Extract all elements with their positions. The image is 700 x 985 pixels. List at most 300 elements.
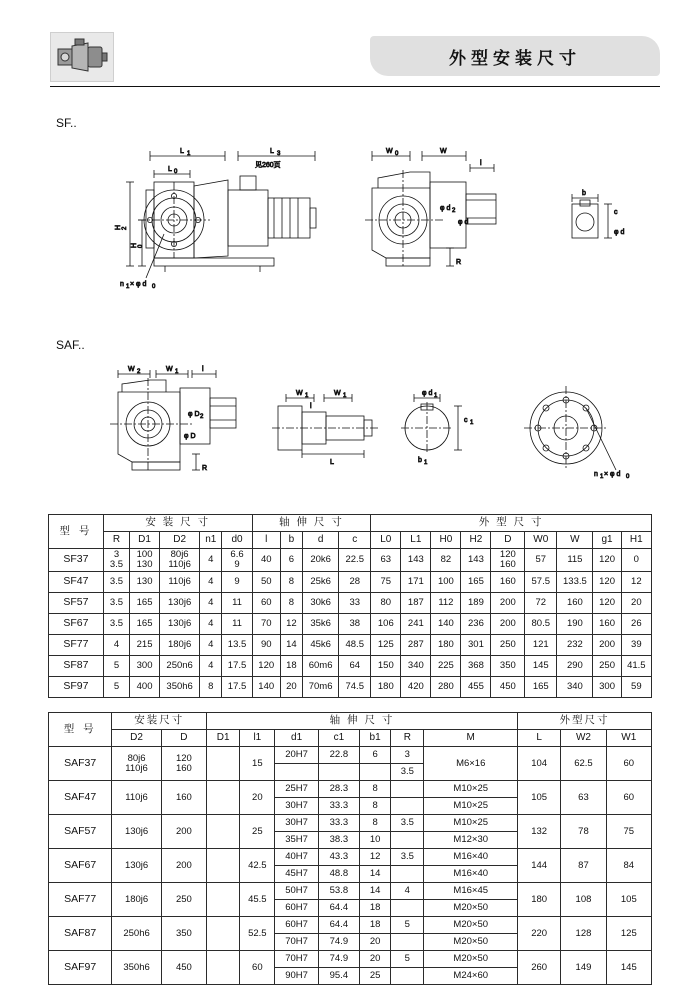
cell-d1: 60H7 [275, 900, 318, 917]
svg-text:φ d: φ d [422, 390, 433, 397]
cell-L1: 143 [401, 549, 431, 572]
svg-text:b: b [582, 190, 586, 197]
header-shaft: 轴 伸 尺 寸 [252, 515, 371, 532]
svg-text:φ D: φ D [184, 433, 196, 440]
col-H0: H0 [431, 532, 461, 549]
svg-text:0: 0 [152, 284, 156, 290]
table-row [49, 635, 652, 656]
svg-text:1: 1 [600, 474, 604, 480]
cell-M: M10×25 [424, 781, 518, 798]
cell-R [391, 934, 424, 951]
cell-d0: 13.5 [222, 635, 252, 656]
cell-c: 74.5 [339, 677, 371, 698]
cell-D1: 400 [130, 677, 160, 698]
cell-H1: 20 [621, 593, 651, 614]
cell-b: 8 [280, 593, 302, 614]
cell-c1: 22.8 [318, 747, 359, 764]
cell-R: 5 [391, 917, 424, 934]
cell-D2: 110j6 [160, 572, 200, 593]
cell-W: 290 [557, 656, 593, 677]
page-title: 外型安装尺寸 [449, 48, 581, 69]
cell-D2: 180j6 [160, 635, 200, 656]
cell-d1: 30H7 [275, 798, 318, 815]
cell-H2: 301 [461, 635, 491, 656]
cell-W0: 121 [525, 635, 557, 656]
cell-d1 [275, 764, 318, 781]
cell-W: 115 [557, 549, 593, 572]
table-row [49, 656, 652, 677]
cell-D: 120 160 [491, 549, 525, 572]
cell-l: 50 [252, 572, 280, 593]
cell-D: 160 [161, 781, 206, 815]
cell-d: 25k6 [303, 572, 339, 593]
cell-M: M10×25 [424, 798, 518, 815]
cell-R [391, 866, 424, 883]
cell-d1: 70H7 [275, 951, 318, 968]
cell-l1: 15 [240, 747, 275, 781]
cell-d0: 17.5 [222, 656, 252, 677]
svg-text:2: 2 [200, 414, 204, 420]
svg-text:0: 0 [174, 169, 178, 175]
cell-L: 105 [518, 781, 561, 815]
cell-L0: 75 [371, 572, 401, 593]
table2-body [49, 747, 652, 985]
col2-b1: b1 [360, 730, 391, 747]
cell-b1: 14 [360, 866, 391, 883]
cell-R: 3.5 [103, 572, 129, 593]
cell-R: 5 [391, 951, 424, 968]
cell-l: 70 [252, 614, 280, 635]
cell-c1: 64.4 [318, 900, 359, 917]
cell-c: 48.5 [339, 635, 371, 656]
row-model: SF57 [49, 593, 104, 614]
table-row [49, 815, 652, 832]
table-row [49, 781, 652, 798]
cell-n1: 4 [200, 593, 222, 614]
svg-text:H: H [131, 242, 138, 248]
cell-L1: 171 [401, 572, 431, 593]
cell-L: 220 [518, 917, 561, 951]
cell-H0: 280 [431, 677, 461, 698]
cell-l: 140 [252, 677, 280, 698]
cell-W0: 145 [525, 656, 557, 677]
col2-M: M [424, 730, 518, 747]
cell-l1: 42.5 [240, 849, 275, 883]
cell-W: 340 [557, 677, 593, 698]
cell-W: 190 [557, 614, 593, 635]
cell-D: 450 [491, 677, 525, 698]
svg-text:L: L [330, 459, 334, 466]
cell-n1: 4 [200, 614, 222, 635]
table-header-group-row [49, 515, 652, 532]
cell-D1: 165 [130, 614, 160, 635]
cell-b: 8 [280, 572, 302, 593]
cell-d1: 40H7 [275, 849, 318, 866]
svg-text:L: L [270, 148, 274, 155]
cell-D: 160 [491, 572, 525, 593]
svg-text:l: l [202, 366, 204, 373]
cell-M: M12×30 [424, 832, 518, 849]
cell-H2: 455 [461, 677, 491, 698]
col-R: R [103, 532, 129, 549]
cell-M: M16×45 [424, 883, 518, 900]
cell-R: 3.5 [103, 593, 129, 614]
svg-text:b: b [418, 457, 422, 464]
cell-D2: 250h6 [112, 917, 161, 951]
cell-b: 12 [280, 614, 302, 635]
cell-b1: 14 [360, 883, 391, 900]
svg-text:R: R [456, 259, 462, 266]
col2-R: R [391, 730, 424, 747]
cell-b: 14 [280, 635, 302, 656]
svg-text:1: 1 [126, 284, 130, 290]
page-header [40, 30, 660, 88]
cell-W: 160 [557, 593, 593, 614]
svg-text:0: 0 [138, 244, 144, 248]
col-l: l [252, 532, 280, 549]
cell-D2: 250n6 [160, 656, 200, 677]
svg-text:1: 1 [424, 460, 428, 466]
saf-drawing-group [96, 358, 676, 506]
table-row [49, 917, 652, 934]
cell-D1: 100 130 [130, 549, 160, 572]
cell-b1: 18 [360, 900, 391, 917]
cell-R [391, 968, 424, 985]
cell-R: 5 [103, 677, 129, 698]
col2-c1: c1 [318, 730, 359, 747]
cell-d1: 45H7 [275, 866, 318, 883]
cell-g1: 120 [593, 593, 621, 614]
cell-g1: 200 [593, 635, 621, 656]
cell-H2: 189 [461, 593, 491, 614]
cell-d: 70m6 [303, 677, 339, 698]
cell-D: 200 [491, 614, 525, 635]
cell-D1 [207, 883, 240, 917]
table-header-col-row [49, 532, 652, 549]
cell-b1: 6 [360, 747, 391, 764]
col-L1: L1 [401, 532, 431, 549]
cell-H1: 41.5 [621, 656, 651, 677]
cell-W1: 75 [606, 815, 651, 849]
cell-D1 [207, 781, 240, 815]
cell-D1: 130 [130, 572, 160, 593]
col2-L: L [518, 730, 561, 747]
svg-text:c: c [614, 209, 618, 216]
cell-d1: 25H7 [275, 781, 318, 798]
table-row [49, 677, 652, 698]
row-model: SAF67 [49, 849, 112, 883]
cell-L0: 80 [371, 593, 401, 614]
table-row [49, 549, 652, 572]
cell-R: 4 [103, 635, 129, 656]
row-model: SF47 [49, 572, 104, 593]
cell-M: M20×50 [424, 951, 518, 968]
cell-D1: 300 [130, 656, 160, 677]
svg-text:× φ d: × φ d [130, 281, 147, 288]
col-d: d [303, 532, 339, 549]
col-b: b [280, 532, 302, 549]
col-W0: W0 [525, 532, 557, 549]
row-model: SF97 [49, 677, 104, 698]
cell-d1: 50H7 [275, 883, 318, 900]
cell-L1: 420 [401, 677, 431, 698]
svg-text:c: c [464, 417, 468, 424]
col2-D1: D1 [207, 730, 240, 747]
row-model: SAF37 [49, 747, 112, 781]
cell-H2: 236 [461, 614, 491, 635]
cell-n1: 4 [200, 549, 222, 572]
svg-text:n: n [594, 471, 598, 478]
cell-L: 104 [518, 747, 561, 781]
cell-R [391, 798, 424, 815]
table-row [49, 951, 652, 968]
cell-H2: 143 [461, 549, 491, 572]
cell-L1: 187 [401, 593, 431, 614]
cell-D: 350 [161, 917, 206, 951]
row-model: SF77 [49, 635, 104, 656]
cell-l1: 60 [240, 951, 275, 985]
col-H1: H1 [621, 532, 651, 549]
cell-L1: 241 [401, 614, 431, 635]
cell-c1: 43.3 [318, 849, 359, 866]
cell-W1: 60 [606, 747, 651, 781]
cell-c: 33 [339, 593, 371, 614]
table-row [49, 849, 652, 866]
cell-d1: 35H7 [275, 832, 318, 849]
cell-W2: 149 [561, 951, 606, 985]
cell-D2: 80j6 110j6 [112, 747, 161, 781]
svg-text:0: 0 [395, 151, 399, 157]
cell-g1: 120 [593, 572, 621, 593]
cell-b1: 20 [360, 951, 391, 968]
col-D1: D1 [130, 532, 160, 549]
cell-D1 [207, 951, 240, 985]
cell-W0: 57 [525, 549, 557, 572]
col-c: c [339, 532, 371, 549]
cell-D2: 130j6 [160, 593, 200, 614]
svg-text:2: 2 [122, 226, 128, 230]
svg-text:0: 0 [626, 474, 630, 480]
row-model: SAF77 [49, 883, 112, 917]
cell-D1 [207, 747, 240, 781]
cell-g1: 160 [593, 614, 621, 635]
table-row [49, 572, 652, 593]
cell-d: 20k6 [303, 549, 339, 572]
cell-L: 144 [518, 849, 561, 883]
table-row [49, 614, 652, 635]
col-L0: L0 [371, 532, 401, 549]
cell-W2: 78 [561, 815, 606, 849]
cell-l1: 52.5 [240, 917, 275, 951]
svg-text:见260页: 见260页 [255, 162, 281, 169]
section-label-sf: SF.. [56, 116, 77, 130]
cell-R [391, 832, 424, 849]
cell-D1 [207, 815, 240, 849]
cell-L: 180 [518, 883, 561, 917]
col2-d1: d1 [275, 730, 318, 747]
cell-D: 120 160 [161, 747, 206, 781]
cell-W0: 72 [525, 593, 557, 614]
cell-c: 38 [339, 614, 371, 635]
cell-W1: 60 [606, 781, 651, 815]
cell-L0: 150 [371, 656, 401, 677]
col2-D2: D2 [112, 730, 161, 747]
header2-outline: 外型尺寸 [518, 713, 652, 730]
cell-L1: 287 [401, 635, 431, 656]
cell-d1: 20H7 [275, 747, 318, 764]
cell-c1: 74.9 [318, 951, 359, 968]
col-W: W [557, 532, 593, 549]
cell-H0: 82 [431, 549, 461, 572]
cell-H2: 368 [461, 656, 491, 677]
cell-H0: 180 [431, 635, 461, 656]
cell-D: 350 [491, 656, 525, 677]
table-row [49, 883, 652, 900]
cell-M: M16×40 [424, 866, 518, 883]
svg-text:1: 1 [187, 151, 191, 157]
svg-text:× φ d: × φ d [604, 471, 621, 478]
cell-R: 3.5 [103, 614, 129, 635]
section-label-saf: SAF.. [56, 338, 85, 352]
cell-d: 45k6 [303, 635, 339, 656]
cell-R: 3 [391, 747, 424, 764]
cell-W2: 128 [561, 917, 606, 951]
cell-l: 40 [252, 549, 280, 572]
cell-M: M20×50 [424, 934, 518, 951]
cell-D: 450 [161, 951, 206, 985]
cell-b1: 25 [360, 968, 391, 985]
cell-d0: 6.6 9 [222, 549, 252, 572]
cell-d: 60m6 [303, 656, 339, 677]
cell-H0: 140 [431, 614, 461, 635]
cell-R: 3 3.5 [103, 549, 129, 572]
cell-c: 64 [339, 656, 371, 677]
gear-motor-icon [50, 32, 114, 82]
cell-l1: 45.5 [240, 883, 275, 917]
cell-R: 5 [103, 656, 129, 677]
cell-L0: 125 [371, 635, 401, 656]
col2-W1: W1 [606, 730, 651, 747]
cell-b1: 8 [360, 781, 391, 798]
cell-L0: 63 [371, 549, 401, 572]
sf-drawing-group [110, 138, 670, 298]
svg-text:H: H [115, 224, 122, 230]
cell-D: 200 [161, 815, 206, 849]
cell-d0: 9 [222, 572, 252, 593]
svg-text:1: 1 [470, 420, 474, 426]
cell-H1: 26 [621, 614, 651, 635]
cell-g1: 300 [593, 677, 621, 698]
row-model: SF37 [49, 549, 104, 572]
svg-text:1: 1 [434, 393, 438, 399]
svg-text:W: W [386, 148, 393, 155]
cell-R [391, 900, 424, 917]
svg-text:W: W [296, 390, 303, 397]
cell-l: 60 [252, 593, 280, 614]
cell-c: 22.5 [339, 549, 371, 572]
svg-text:3: 3 [277, 151, 281, 157]
cell-H1: 39 [621, 635, 651, 656]
cell-c1: 95.4 [318, 968, 359, 985]
cell-H1: 12 [621, 572, 651, 593]
cell-D2: 80j6 110j6 [160, 549, 200, 572]
svg-text:W: W [440, 148, 447, 155]
cell-d1: 30H7 [275, 815, 318, 832]
cell-D2: 350h6 [112, 951, 161, 985]
header2-mounting: 安装尺寸 [112, 713, 207, 730]
cell-c1: 64.4 [318, 917, 359, 934]
cell-b1: 20 [360, 934, 391, 951]
cell-W0: 57.5 [525, 572, 557, 593]
cell-b1: 8 [360, 815, 391, 832]
cell-L: 260 [518, 951, 561, 985]
row-model: SF67 [49, 614, 104, 635]
cell-b: 20 [280, 677, 302, 698]
cell-d1: 60H7 [275, 917, 318, 934]
cell-c1: 48.8 [318, 866, 359, 883]
svg-text:1: 1 [343, 393, 347, 399]
cell-d0: 11 [222, 593, 252, 614]
cell-W1: 145 [606, 951, 651, 985]
cell-D2: 130j6 [112, 815, 161, 849]
cell-W2: 87 [561, 849, 606, 883]
svg-text:W: W [334, 390, 341, 397]
cell-b1: 18 [360, 917, 391, 934]
svg-text:R: R [202, 465, 208, 472]
cell-D1: 215 [130, 635, 160, 656]
table-row [49, 593, 652, 614]
svg-text:l: l [480, 160, 482, 167]
cell-n1: 4 [200, 572, 222, 593]
cell-W1: 84 [606, 849, 651, 883]
cell-c1 [318, 764, 359, 781]
svg-text:W: W [166, 366, 173, 373]
col-d0: d0 [222, 532, 252, 549]
cell-d0: 17.5 [222, 677, 252, 698]
cell-D: 250 [491, 635, 525, 656]
row-model: SAF97 [49, 951, 112, 985]
header-mounting: 安 装 尺 寸 [103, 515, 252, 532]
cell-R: 4 [391, 883, 424, 900]
table2-header-group-row [49, 713, 652, 730]
cell-b: 6 [280, 549, 302, 572]
row-model: SAF87 [49, 917, 112, 951]
svg-text:L: L [168, 166, 172, 173]
cell-D2: 130j6 [160, 614, 200, 635]
svg-text:W: W [128, 366, 135, 373]
cell-d0: 11 [222, 614, 252, 635]
svg-text:φ D: φ D [188, 411, 200, 418]
cell-L: 132 [518, 815, 561, 849]
col2-D: D [161, 730, 206, 747]
cell-l1: 20 [240, 781, 275, 815]
cell-D1 [207, 849, 240, 883]
cell-c1: 74.9 [318, 934, 359, 951]
col-D: D [491, 532, 525, 549]
cell-W: 232 [557, 635, 593, 656]
cell-l1: 25 [240, 815, 275, 849]
svg-text:L: L [180, 148, 184, 155]
cell-c1: 28.3 [318, 781, 359, 798]
cell-d1: 70H7 [275, 934, 318, 951]
cell-c: 28 [339, 572, 371, 593]
cell-c1: 33.3 [318, 798, 359, 815]
cell-D1: 165 [130, 593, 160, 614]
cell-b: 18 [280, 656, 302, 677]
col-g1: g1 [593, 532, 621, 549]
cell-L0: 106 [371, 614, 401, 635]
cell-M: M10×25 [424, 815, 518, 832]
